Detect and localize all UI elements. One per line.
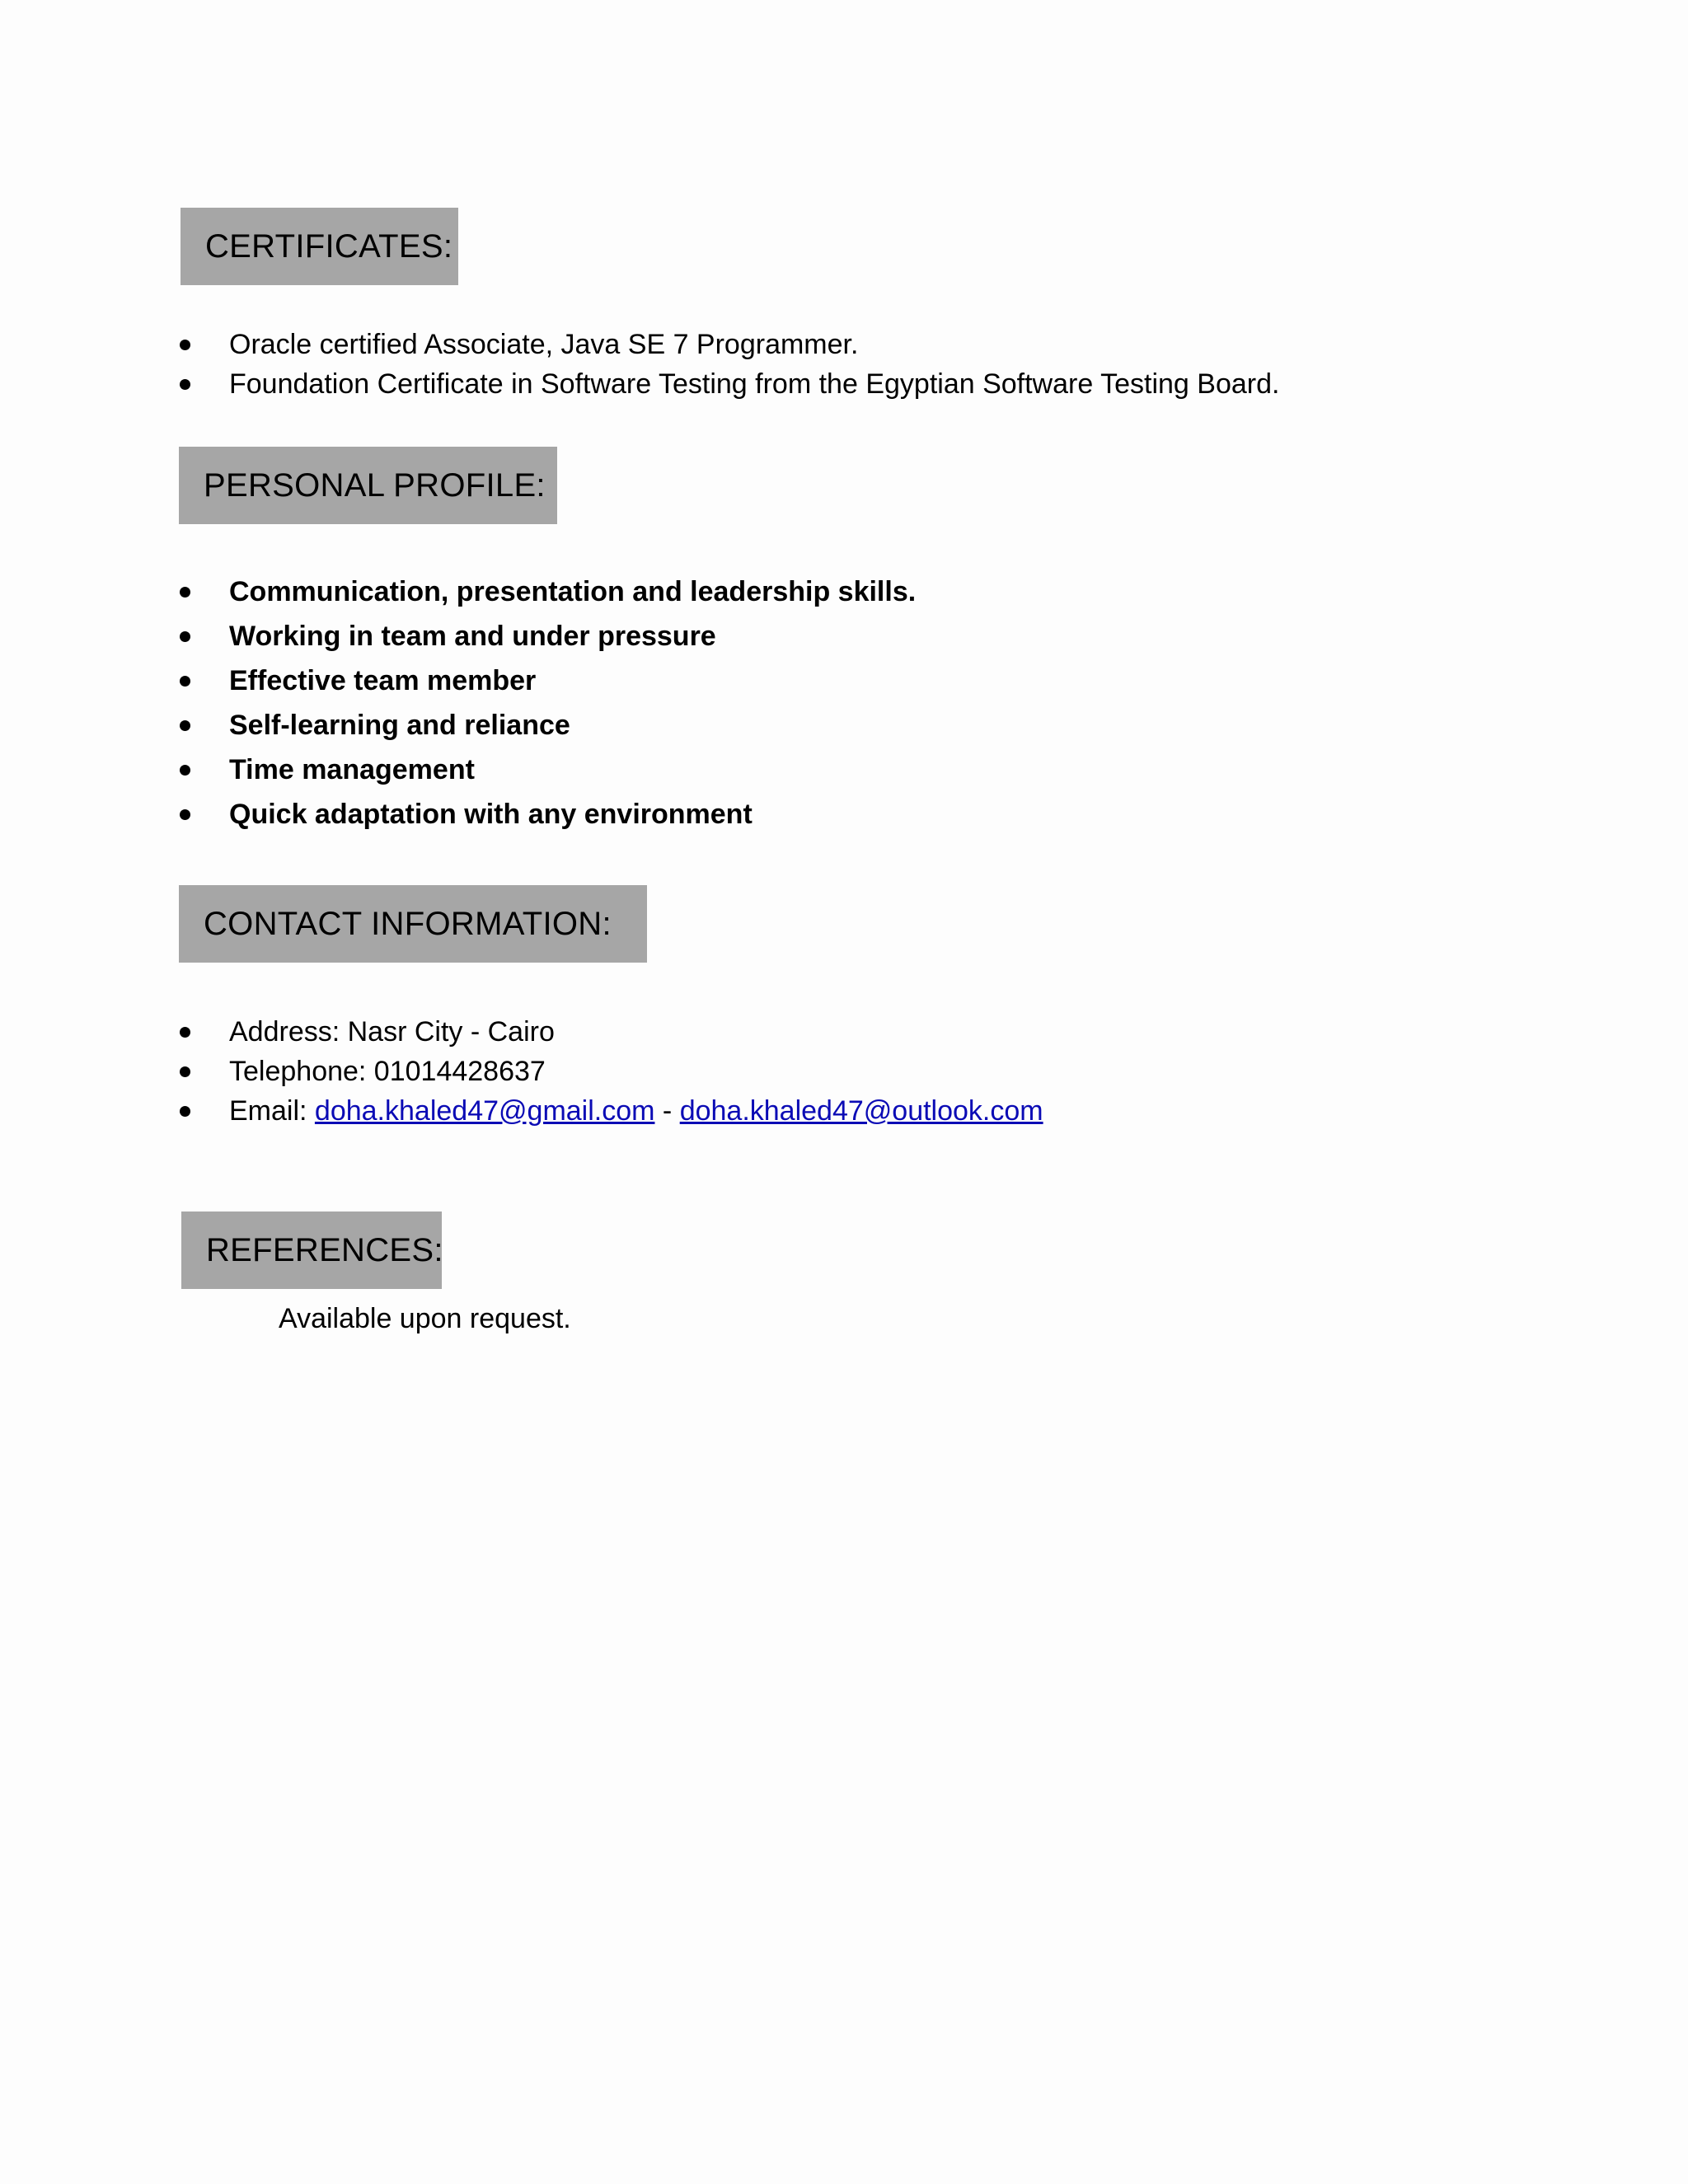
certificates-list	[0, 325, 1279, 404]
bullet-icon	[180, 765, 190, 776]
references-text: Available upon request.	[279, 1303, 571, 1334]
personal-profile-heading	[179, 447, 557, 524]
bullet-icon	[180, 809, 190, 820]
profile-item-text: Self-learning and reliance	[229, 710, 570, 741]
certificates-heading	[181, 208, 458, 285]
certificate-item-text: Oracle certified Associate, Java SE 7 Programmer.	[229, 329, 859, 360]
list-item	[0, 1052, 1043, 1091]
bullet-icon	[180, 379, 190, 390]
list-item	[0, 364, 1279, 404]
certificate-item-text: Foundation Certificate in Software Testing from the Egyptian Software Testing Board.	[229, 368, 1280, 400]
list-item	[0, 658, 916, 703]
bullet-icon	[180, 1106, 190, 1117]
bullet-icon	[180, 1066, 190, 1077]
list-item	[0, 748, 916, 792]
list-item	[0, 703, 916, 748]
references-heading	[181, 1212, 442, 1289]
address-text: Address: Nasr City - Cairo	[229, 1016, 555, 1047]
list-item	[0, 792, 916, 837]
contact-information-heading	[179, 885, 647, 963]
profile-item-text: Communication, presentation and leadership skills.	[229, 576, 917, 607]
bullet-icon	[180, 587, 190, 598]
profile-item-text: Effective team member	[229, 665, 537, 696]
list-item	[0, 1012, 1043, 1052]
profile-item-text: Working in team and under pressure	[229, 621, 716, 652]
bullet-icon	[180, 1027, 190, 1038]
bullet-icon	[180, 720, 190, 731]
list-item	[0, 614, 916, 658]
personal-profile-list	[0, 569, 916, 837]
certificates-heading-text: CERTIFICATES:	[205, 227, 453, 265]
contact-information-heading-text: CONTACT INFORMATION:	[204, 905, 612, 942]
bullet-icon	[180, 340, 190, 350]
personal-profile-heading-text: PERSONAL PROFILE:	[204, 466, 546, 504]
list-item	[0, 569, 916, 614]
email-link-outlook[interactable]: doha.khaled47@outlook.com	[679, 1095, 1043, 1127]
profile-item-text: Quick adaptation with any environment	[229, 799, 753, 830]
telephone-text: Telephone: 01014428637	[229, 1056, 546, 1087]
profile-item-text: Time management	[229, 754, 475, 785]
contact-list	[0, 1012, 1043, 1131]
bullet-icon	[180, 631, 190, 642]
bullet-icon	[180, 676, 190, 687]
list-item	[0, 325, 1279, 364]
email-label: Email:	[229, 1095, 315, 1127]
email-link-gmail[interactable]: doha.khaled47@gmail.com	[314, 1095, 655, 1127]
email-separator: -	[654, 1095, 680, 1127]
list-item	[0, 1091, 1043, 1131]
references-heading-text: REFERENCES:	[206, 1231, 443, 1268]
